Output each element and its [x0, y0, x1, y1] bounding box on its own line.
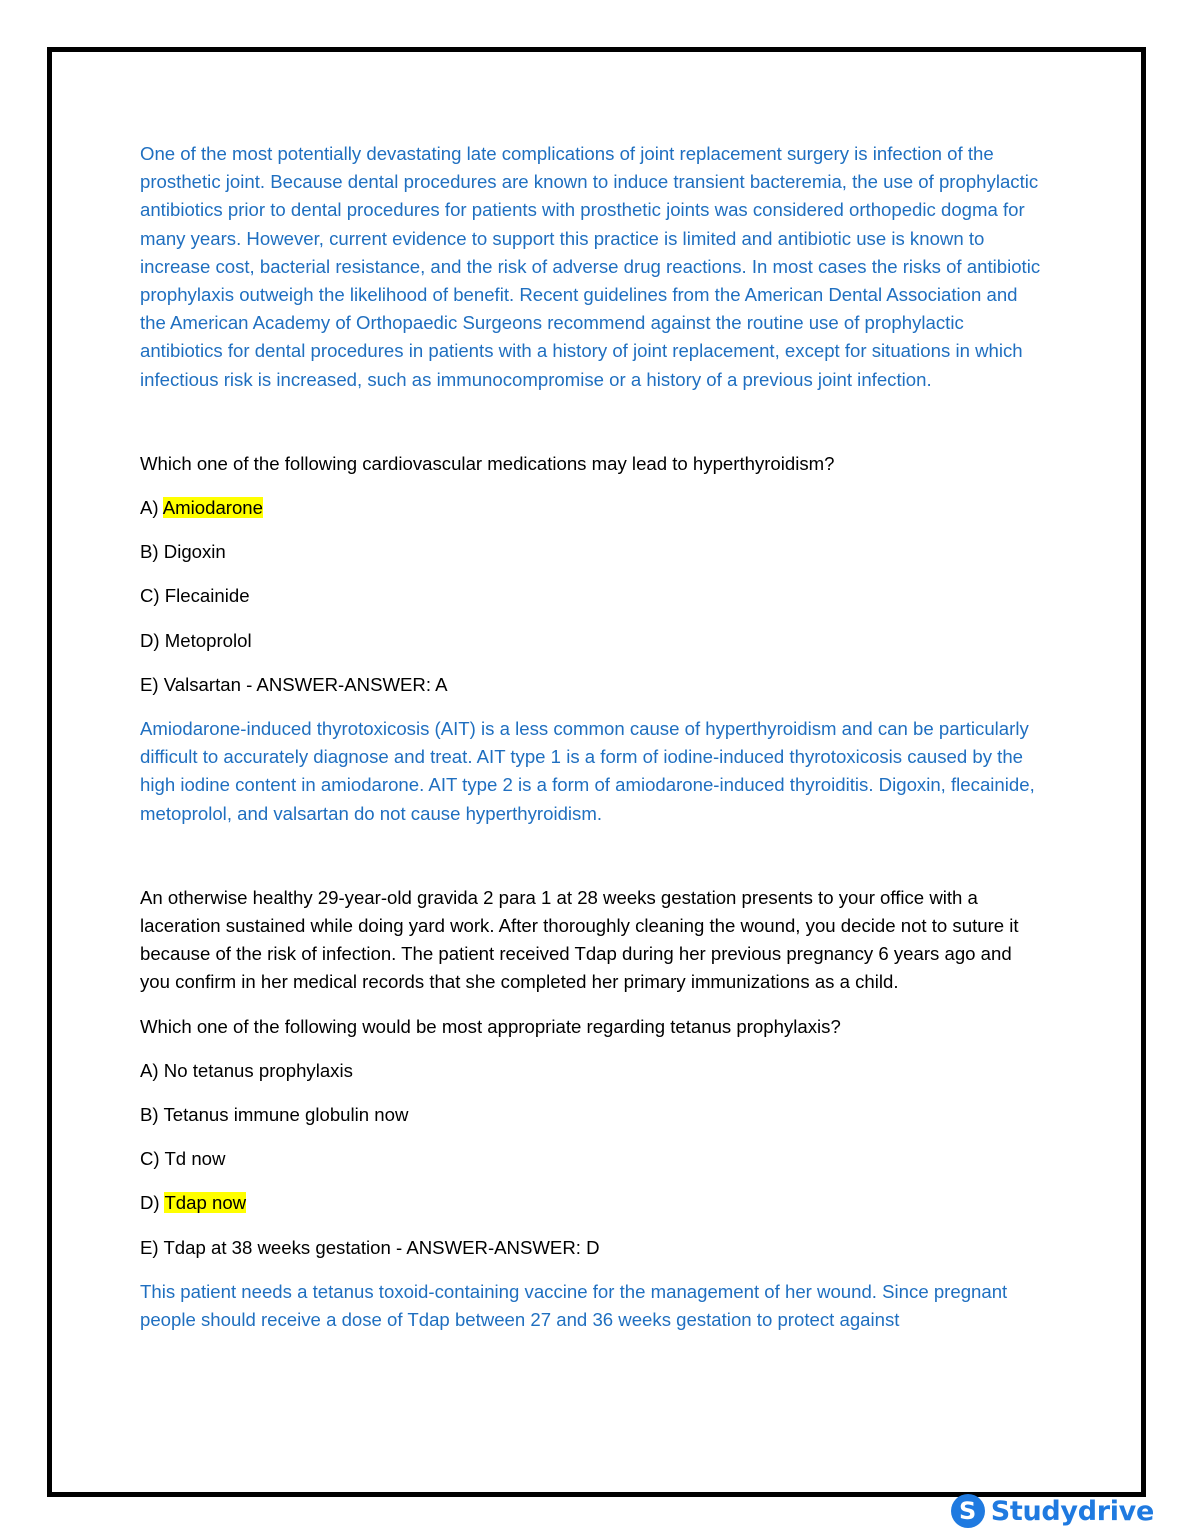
option-c-prefix: C)	[140, 1148, 165, 1170]
explanation-joint-replacement: One of the most potentially devastating late complications of joint replacement surgery is infection of the prosthetic joint. Because dental procedures are known to induce transient bacteremia, the use of prophylactic antibiotics prior to dental procedures for patients with prosthetic joints was considered orthopedic dogma for many years. However, current evidence to support this practice is limited and antibiotic use is known to increase cost, bacterial resistance, and the risk of adverse drug reactions. In most cases the risks of antibiotic prophylaxis outweigh the likelihood of benefit. Recent guidelines from the American Dental Association and the American Academy of Orthopaedic Surgeons recommend against the routine use of prophylactic antibiotics for dental procedures in patients with a history of joint replacement, except for situations in which infectious risk is increased, such as immunocompromise or a history of a previous joint infection.	[140, 143, 1041, 390]
brand-name: Studydrive	[990, 1495, 1154, 1527]
option-c-text: Flecainide	[164, 585, 250, 607]
question-stem-tetanus: An otherwise healthy 29-year-old gravida 2 para 1 at 28 weeks gestation presents to your office with a laceration sustained while doing yard work. After thoroughly cleaning the wound, you decide not to suture it because of the risk of infection. The patient received Tdap during her previous pregnancy 6 years ago and you confirm in her medical records that she completed her primary immunizations as a child.	[140, 886, 1019, 993]
option-e	[140, 1234, 1045, 1262]
option-a-text: No tetanus prophylaxis	[163, 1059, 353, 1081]
option-a-prefix: A)	[140, 1059, 164, 1081]
option-c-text: Td now	[164, 1148, 226, 1170]
option-d-prefix: D)	[140, 1192, 165, 1214]
option-d	[140, 1189, 1045, 1217]
question-tetanus: Which one of the following would be most appropriate regarding tetanus prophylaxis?	[140, 1015, 841, 1037]
option-b-prefix: B)	[140, 541, 164, 563]
option-b-text: Digoxin	[163, 541, 226, 563]
option-a-highlighted-answer: Amiodarone	[162, 497, 263, 519]
option-a	[140, 494, 1045, 522]
option-e-prefix: E)	[140, 673, 164, 695]
option-c	[140, 582, 1045, 610]
question-hyperthyroidism: Which one of the following cardiovascular medications may lead to hyperthyroidism?	[140, 452, 835, 474]
option-d-text: Metoprolol	[164, 629, 252, 651]
logo-letter: S	[959, 1497, 977, 1525]
explanation-amiodarone: Amiodarone-induced thyrotoxicosis (AIT) is a less common cause of hyperthyroidism and can be particularly difficult to accurately diagnose and treat. AIT type 1 is a form of iodine-induced thyrotoxicosis caused by the high iodine content in amiodarone. AIT type 2 is a form of amiodarone-induced thyroiditis. Digoxin, flecainide, metoprolol, and valsartan do not cause hyperthyroidism.	[140, 718, 1035, 824]
option-b-text: Tetanus immune globulin now	[163, 1104, 409, 1126]
option-b-prefix: B)	[140, 1104, 164, 1126]
explanation-tetanus: This patient needs a tetanus toxoid-containing vaccine for the management of her wound. Since pregnant people should receive a dose of Tdap between 27 and 36 weeks gestation to protect against	[140, 1280, 1008, 1331]
option-a-prefix: A)	[140, 497, 163, 519]
studydrive-brand[interactable]	[951, 1493, 1154, 1529]
option-c-prefix: C)	[140, 585, 165, 607]
option-d-prefix: D)	[140, 629, 165, 651]
option-c	[140, 1145, 1045, 1173]
option-e-text: Valsartan - ANSWER-ANSWER: A	[163, 673, 448, 695]
option-d	[140, 627, 1045, 655]
option-b	[140, 538, 1045, 566]
option-e-text: Tdap at 38 weeks gestation - ANSWER-ANSWER: D	[163, 1236, 600, 1258]
option-e-prefix: E)	[140, 1236, 164, 1258]
option-b	[140, 1101, 1045, 1129]
document-content	[140, 140, 1045, 1334]
option-e	[140, 671, 1045, 699]
studydrive-logo-icon	[951, 1494, 985, 1528]
option-d-highlighted-answer: Tdap now	[164, 1192, 247, 1214]
option-a	[140, 1057, 1045, 1085]
